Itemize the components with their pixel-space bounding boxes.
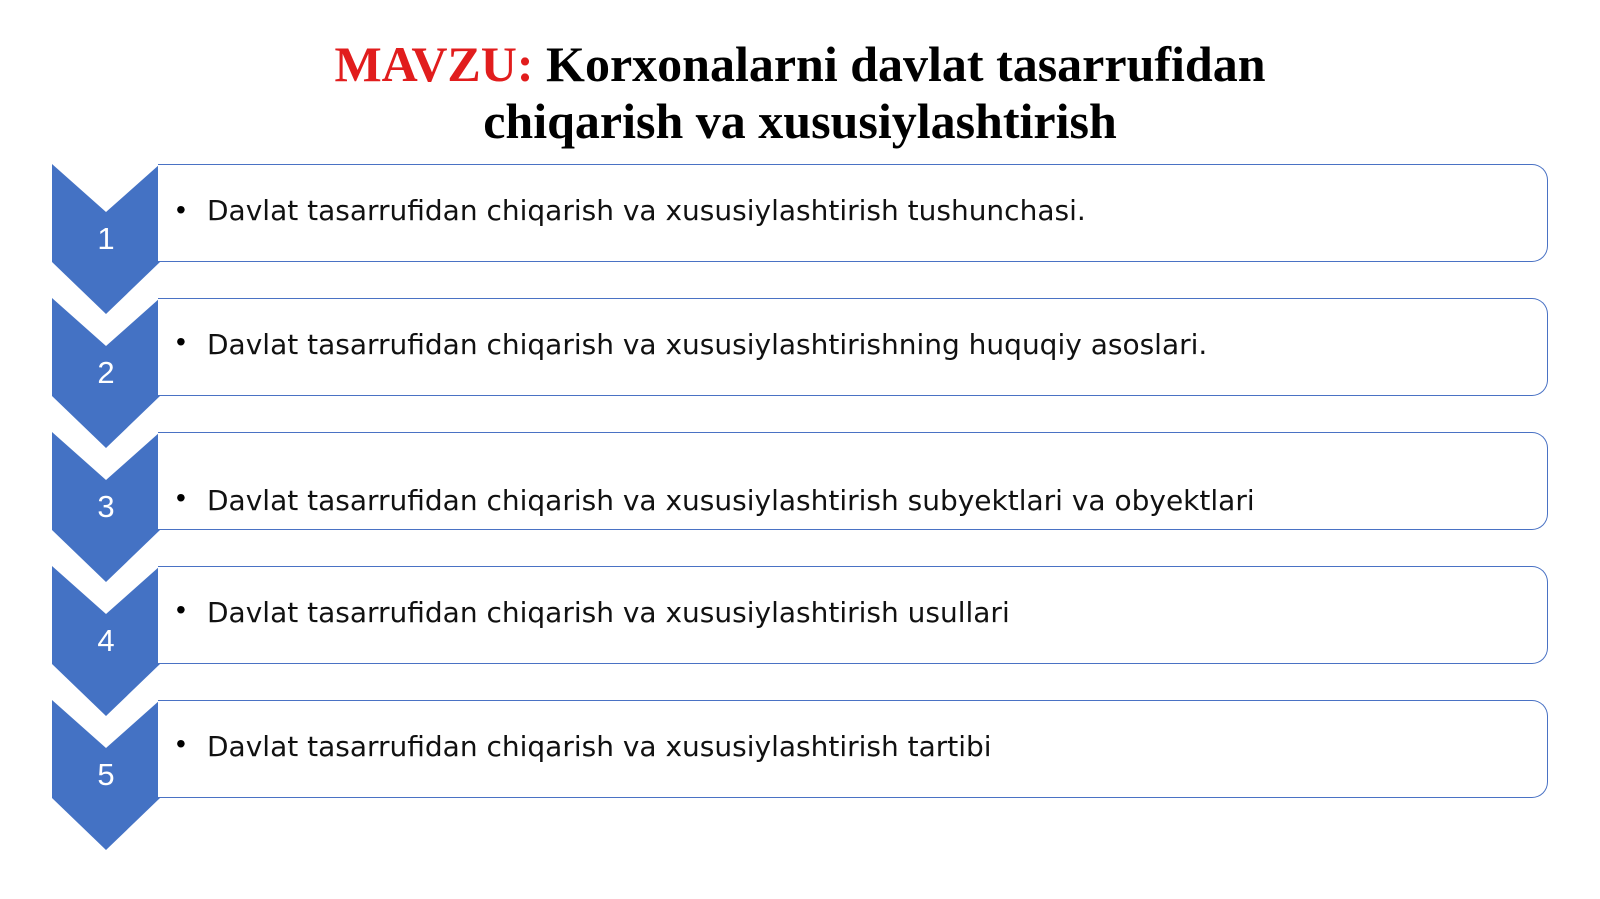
step-number-3: 3 (97, 489, 115, 524)
step-text-4: Davlat tasarrufidan chiqarish va xususiylashtirish usullari (207, 596, 1010, 629)
chevron-step-3 (52, 432, 160, 582)
title-prefix: MAVZU: (334, 36, 534, 92)
step-number-4: 4 (97, 623, 115, 658)
bullet-icon: • (176, 326, 186, 357)
step-text-2: Davlat tasarrufidan chiqarish va xususiylashtirishning huquqiy asoslari. (207, 328, 1208, 361)
step-box-4 (158, 566, 1548, 664)
bullet-icon: • (176, 594, 186, 625)
chevron-step-4 (52, 566, 160, 716)
step-box-5 (158, 700, 1548, 798)
step-box-3 (158, 432, 1548, 530)
chevron-step-5 (52, 700, 160, 850)
step-text-1: Davlat tasarrufidan chiqarish va xususiylashtirish tushunchasi. (207, 194, 1086, 227)
title-line-1: Korxonalarni davlat tasarrufidan (546, 36, 1266, 92)
step-number-2: 2 (97, 355, 115, 390)
step-box-2 (158, 298, 1548, 396)
bullet-icon: • (176, 482, 186, 513)
title-line-2: chiqarish va xususiylashtirish (483, 93, 1117, 149)
bullet-icon: • (176, 728, 186, 759)
chevron-step-2 (52, 298, 160, 448)
step-number-5: 5 (97, 757, 115, 792)
bullet-icon: • (176, 194, 186, 225)
step-text-3: Davlat tasarrufidan chiqarish va xususiylashtirish subyektlari va obyektlari (207, 484, 1255, 517)
step-box-1 (158, 164, 1548, 262)
step-text-5: Davlat tasarrufidan chiqarish va xususiylashtirish tartibi (207, 730, 992, 763)
chevron-step-1 (52, 164, 160, 314)
step-number-1: 1 (97, 221, 115, 256)
slide-title (0, 36, 1600, 150)
